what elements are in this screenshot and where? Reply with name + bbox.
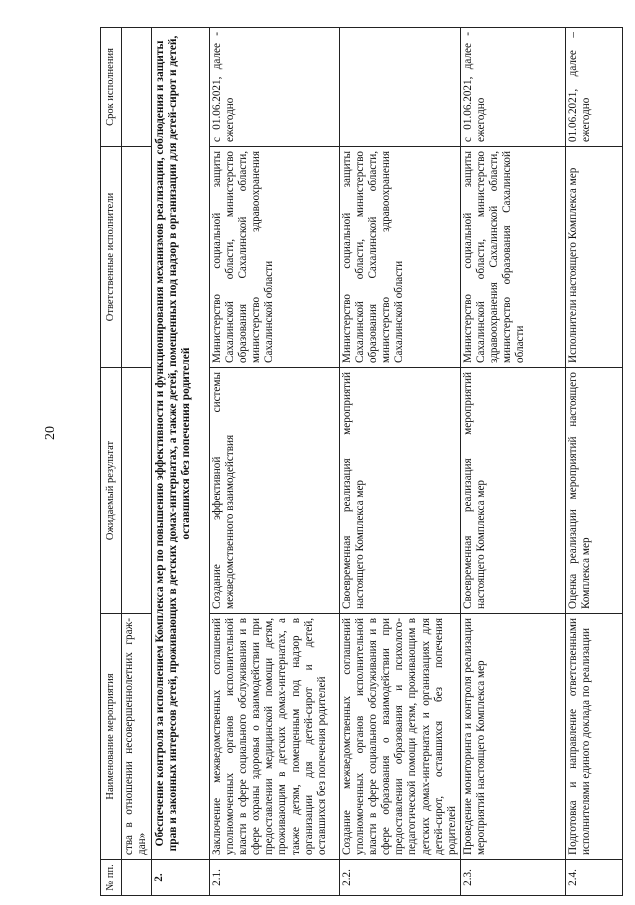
page-number: 20 (43, 426, 58, 440)
header-responsible: Ответственные исполнители (101, 147, 122, 368)
row-responsible: Министерство социальной защиты Сахалинской области, министерство образования Сахалинской области, министерство здравоохранения Сахалинской области (210, 147, 340, 368)
table-row (566, 28, 623, 896)
row-result: Оценка реализации мероприятий настоящего Комплекса мер (566, 368, 623, 614)
continued-row-name: ства в отношении несовершеннолетних граж-дан» (122, 614, 152, 860)
row-deadline: с 01.06.2021, далее - ежегодно (461, 28, 566, 147)
row-responsible: Министерство социальной защиты Сахалинской области, министерство образования Сахалинской области, министерство здравоохранения Сахалинской области (340, 147, 461, 368)
table-header-row (101, 28, 122, 896)
section-number: 2. (152, 860, 210, 896)
row-number: 2.2. (340, 860, 461, 896)
header-num: № пп. (101, 860, 122, 896)
row-number: 2.1. (210, 860, 340, 896)
header-deadline: Срок исполнения (101, 28, 122, 147)
row-name: Создание межведомственных соглашений уполномоченных органов исполнительной власти в сфере социального обслуживания и в сфере образования о взаимодействии при предоставлении образования и психолого-педагогической помощи детям, проживающим в детских домах-интернатах и организациях для детей-сирот, оставшихся без попечения родителей (340, 614, 461, 860)
header-name: Наименование мероприятия (101, 614, 122, 860)
row-name: Проведение мониторинга и контроля реализации мероприятий настоящего Комплекса мер (461, 614, 566, 860)
rotated-table-container (100, 28, 622, 896)
table-row (340, 28, 461, 896)
row-responsible: Исполнители настоящего Комплекса мер (566, 147, 623, 368)
section-row (152, 28, 210, 896)
table-row (461, 28, 566, 896)
table-row (210, 28, 340, 896)
row-result: Своевременная реализация мероприятий настоящего Комплекса мер (461, 368, 566, 614)
section-title: Обеспечение контроля за исполнением Комплекса мер по повышению эффективности и функционирования механизмов реализации, соблюдения и защиты прав и законных интересов детей, проживающих в детских домах-интернатах, а также детей, помещенных под надзор в организации для детей-сирот и детей, оставшихся без попечения родителей (152, 28, 210, 860)
row-result: Своевременная реализация мероприятий настоящего Комплекса мер (340, 368, 461, 614)
header-result: Ожидаемый результат (101, 368, 122, 614)
measures-table (100, 27, 623, 896)
row-name: Подготовка и направление ответственными исполнителями единого доклада по реализации (566, 614, 623, 860)
row-number: 2.3. (461, 860, 566, 896)
row-responsible: Министерство социальной защиты Сахалинской области, министерство здравоохранения Сахалинской области, министерство образования Сахалинской области (461, 147, 566, 368)
row-number: 2.4. (566, 860, 623, 896)
continued-row (122, 28, 152, 896)
row-deadline (340, 28, 461, 147)
row-deadline: 01.06.2021, далее – ежегодно (566, 28, 623, 147)
row-deadline: с 01.06.2021, далее - ежегодно (210, 28, 340, 147)
row-name: Заключение межведомственных соглашений уполномоченных органов исполнительной власти в сфере социального обслуживания и в сфере охраны здоровья о взаимодействии при предоставлении медицинской помощи детям, проживающим в детских домах-интернатах, а также детям, помещенным под надзор в организации для детей-сирот и детей, оставшихся без попечения родителей (210, 614, 340, 860)
row-result: Создание эффективной системы межведомственного взаимодействия (210, 368, 340, 614)
